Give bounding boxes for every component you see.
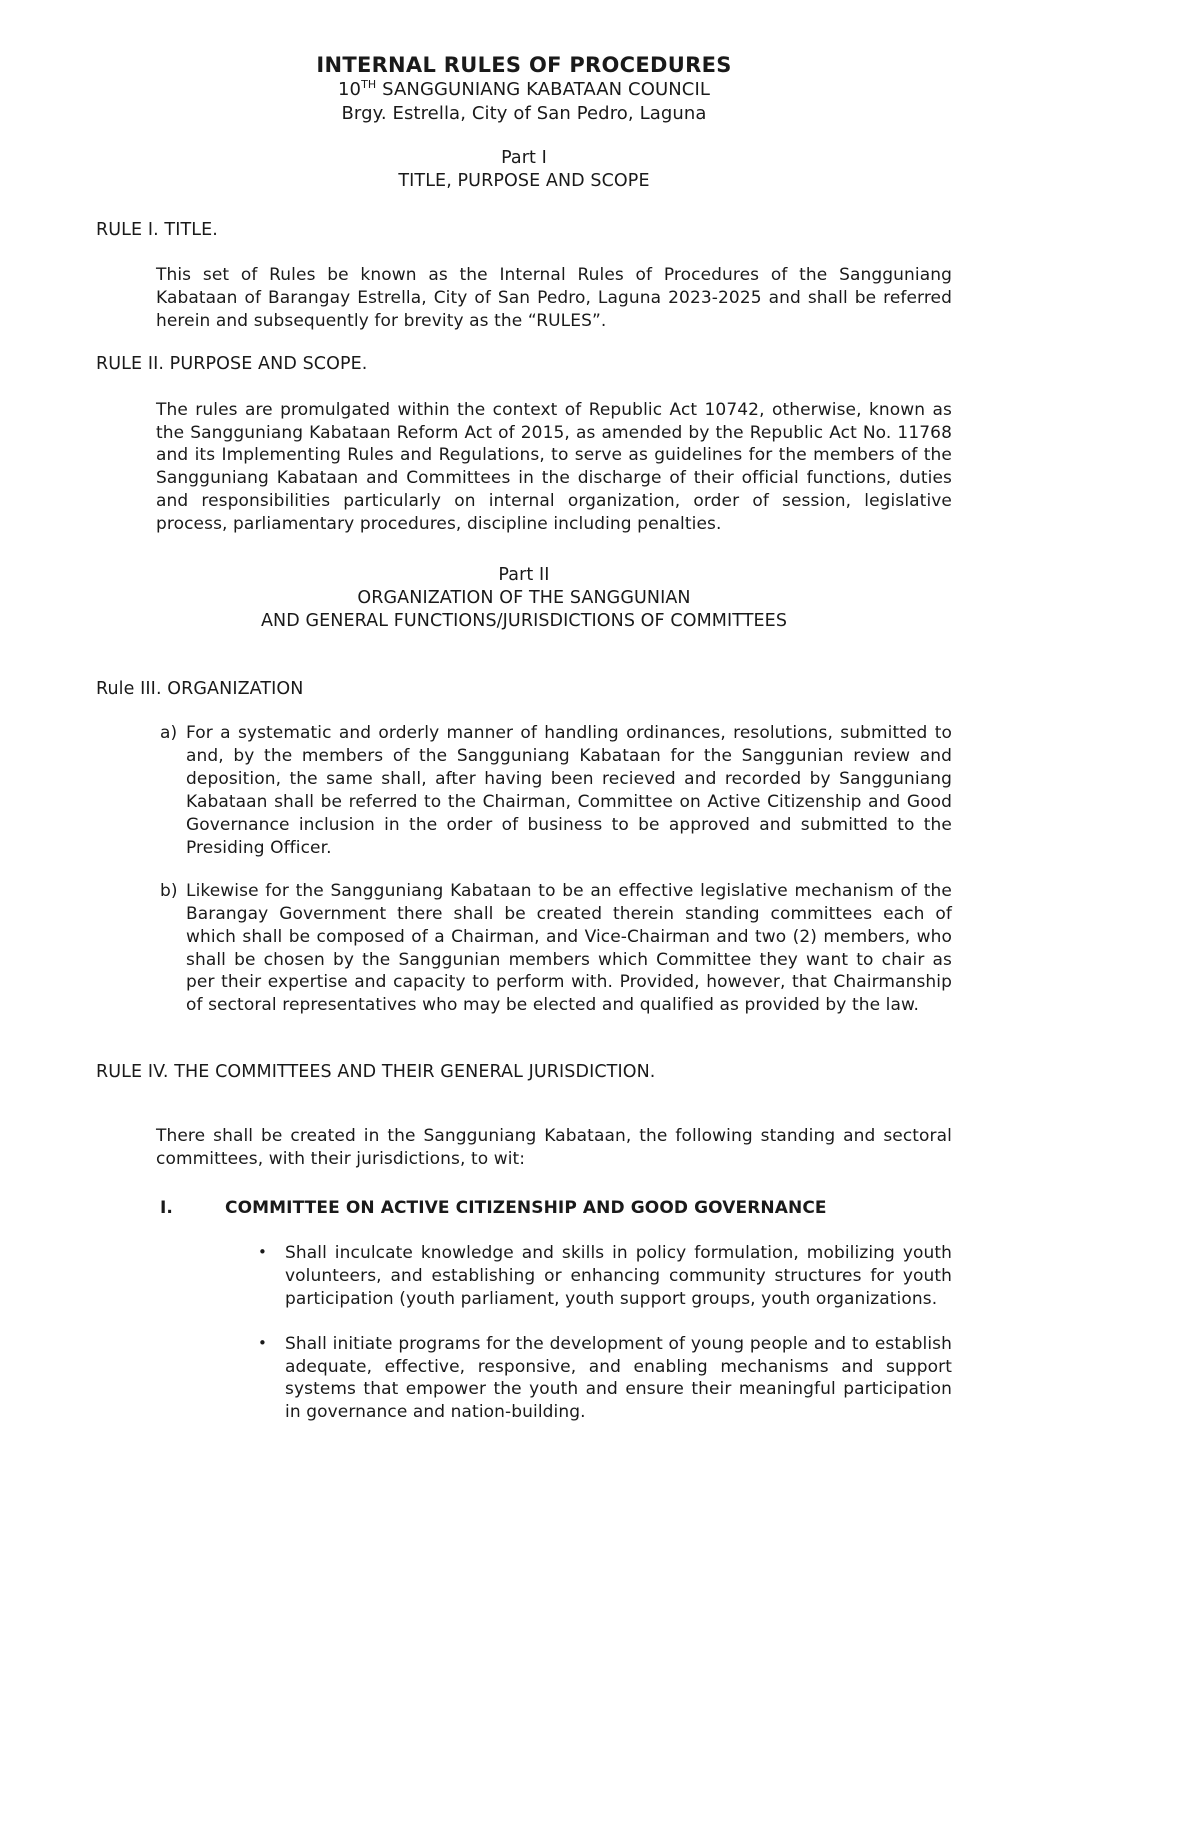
- part2-title-line2: AND GENERAL FUNCTIONS/JURISDICTIONS OF COMMITTEES: [260, 610, 788, 631]
- doc-subtitle-ordinal: TH: [361, 78, 377, 92]
- bullet-icon: •: [258, 1242, 267, 1261]
- part1-label: Part I: [501, 148, 547, 169]
- part2-title-line1: ORGANIZATION OF THE SANGGUNIAN: [357, 587, 691, 608]
- doc-title: INTERNAL RULES OF PROCEDURES: [316, 53, 732, 77]
- committee1-title: COMMITTEE ON ACTIVE CITIZENSHIP AND GOOD GOVERNANCE: [225, 1197, 827, 1218]
- rule2-heading: RULE II. PURPOSE AND SCOPE.: [96, 353, 368, 374]
- rule1-body: This set of Rules be known as the Internal Rules of Procedures of the Sangguniang Kabataan of Barangay Estrella, City of San Pedro, Laguna 2023-2025 and shall be referred herein and subsequently for brevity as the “RULES”.: [156, 265, 952, 332]
- part1-title: TITLE, PURPOSE AND SCOPE: [398, 170, 650, 191]
- committee1-heading: [160, 1197, 952, 1220]
- doc-subtitle-prefix: 10: [337, 79, 362, 101]
- part1-block: [96, 147, 952, 193]
- part2-label: Part II: [498, 565, 550, 586]
- rule3-item-a-text: For a systematic and orderly manner of handling ordinances, resolutions, submitted to and, by the members of the Sangguniang Kabataan for the Sanggunian review and deposition, the same shall, after having been recieved and recorded by Sangguniang Kabataan shall be referred to the Chairman, Committee on Active Citizenship and Good Governance inclusion in the order of business to be approved and submitted to the Presiding Officer.: [186, 723, 952, 858]
- rule1-heading: RULE I. TITLE.: [96, 219, 218, 240]
- rule3-item-a: [160, 722, 952, 860]
- document-content: [96, 52, 952, 1424]
- committee1-bullet-1-text: Shall inculcate knowledge and skills in policy formulation, mobilizing youth volunteers, and establishing or enhancing community structures for youth participation (youth parliament, youth support groups, youth organizations.: [285, 1242, 952, 1309]
- rule3-item-b: [160, 880, 952, 1018]
- rule4-heading: RULE IV. THE COMMITTEES AND THEIR GENERAL JURISDICTION.: [96, 1062, 656, 1083]
- rule3-item-b-text: Likewise for the Sangguniang Kabataan to be an effective legislative mechanism of the Barangay Government there shall be created therein standing committees each of which shall be composed of a Chairman, and Vice-Chairman and two (2) members, who shall be chosen by the Sanggunian members which Committee they want to chair as per their expertise and capacity to perform with. Provided, however, that Chairmanship of sectoral representatives who may be elected and qualified as provided by the law.: [186, 880, 952, 1016]
- rule3-item-b-marker: b): [160, 880, 178, 901]
- bullet-icon: •: [258, 1333, 267, 1352]
- committee1-bullet-1: [258, 1242, 952, 1311]
- committee1-bullet-2-text: Shall initiate programs for the development of young people and to establish adequate, effective, responsive, and enabling mechanisms and support systems that empower the youth and ensure their meaningful participation in governance and nation-building.: [285, 1333, 952, 1423]
- part2-block: [96, 564, 952, 632]
- committee1-number: I.: [160, 1197, 173, 1218]
- rule2-body: The rules are promulgated within the context of Republic Act 10742, otherwise, known as the Sangguniang Kabataan Reform Act of 2015, as amended by the Republic Act No. 11768 and its Implementing Rules and Regulations, to serve as guidelines for the members of the Sangguniang Kabataan and Committees in the discharge of their official functions, duties and responsibilities particularly on internal organization, order of session, legislative process, parliamentary procedures, discipline including penalties.: [156, 399, 952, 535]
- doc-address: Brgy. Estrella, City of San Pedro, Laguna: [341, 102, 707, 124]
- rule4-intro: There shall be created in the Sangguniang Kabataan, the following standing and sectoral committees, with their jurisdictions, to wit:: [156, 1125, 952, 1169]
- rule3-heading: Rule III. ORGANIZATION: [96, 679, 304, 700]
- rule3-item-a-marker: a): [160, 723, 178, 744]
- doc-subtitle: [96, 78, 952, 101]
- committee1-bullet-2: [258, 1333, 952, 1425]
- doc-subtitle-rest: SANGGUNIANG KABATAAN COUNCIL: [376, 79, 711, 101]
